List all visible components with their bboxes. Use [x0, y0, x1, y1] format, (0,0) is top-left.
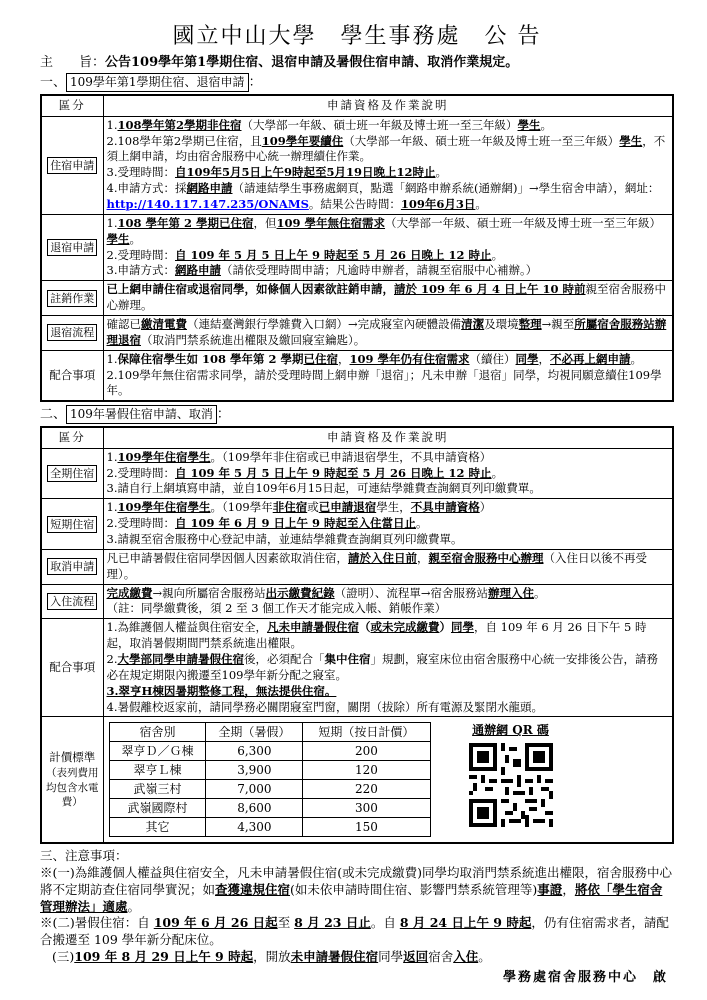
category-cell	[41, 448, 103, 499]
table-row	[41, 499, 673, 550]
description-cell	[103, 717, 673, 844]
description-cell: 凡已申請暑假住宿同學因個人因素欲取消住宿，請於入住日前，親至宿舍服務中心辦理（入住日以後不再受理）。	[103, 549, 673, 584]
fee-row	[109, 818, 430, 837]
tag-cancel-process: 註銷作業	[47, 290, 97, 307]
category-cell	[41, 499, 103, 550]
description-cell	[103, 619, 673, 717]
notes-heading: 三、注意事項：	[40, 848, 128, 864]
fee-header: 宿舍別	[109, 723, 206, 742]
category-cell	[41, 281, 103, 316]
category-cell	[41, 717, 103, 844]
item-line: 2.受理時間：自 109 年 5 月 5 日上午 9 時起至 5 月 26 日晚上 12 時止。	[106, 465, 504, 480]
item-line: 1.保障住宿學生如 108 學年第 2 學期已住宿，109 學年仍有住宿需求（續住）同學，不必再上網申請。	[106, 351, 643, 366]
fee-cell: 200	[303, 742, 430, 761]
section2-prefix: 二、	[40, 406, 67, 422]
category-cell	[41, 350, 103, 401]
signature: 學務處宿舍服務中心 啟	[502, 969, 668, 985]
description-cell	[103, 499, 673, 550]
item-line: 完成繳費→親向所屬宿舍服務站出示繳費紀錄（證明）、流程單→宿舍服務站辦理入住。	[106, 585, 546, 600]
item-line: 3.受理時間：自109年5月5日上午9時起至5月19日晚上12時止。	[106, 165, 448, 180]
table-header-row	[41, 95, 673, 116]
qr-title: 通辦網 QR 碼	[472, 723, 549, 738]
category-cell	[41, 619, 103, 717]
fee-row	[109, 742, 430, 761]
item-line: 3.請自行上網填寫申請，並自109年6月15日起，可連結學雜費查詢網頁列印繳費單。	[106, 481, 541, 496]
fee-cell: 300	[303, 799, 430, 818]
table-row	[41, 350, 673, 401]
table-header-row	[41, 427, 673, 448]
fee-label-note: （表列費用均包含水電費）	[46, 767, 99, 809]
item-line: 3.翠亨H棟因暑期整修工程，無法提供住宿。	[106, 683, 337, 698]
table-row	[41, 448, 673, 499]
item-line: 4.暑假離校返家前，請同學務必關閉寢室門窗，關閉（拔除）所有電源及緊閉水龍頭。	[106, 699, 543, 714]
category-cell	[41, 584, 103, 619]
fee-label: 計價標準	[49, 750, 96, 765]
tag-full-term: 全期住宿	[47, 465, 97, 482]
tag-checkout-apply: 退宿申請	[47, 239, 97, 256]
section1-heading	[40, 73, 674, 92]
fee-header: 短期（按日計價）	[303, 723, 430, 742]
header-category: 區分	[41, 95, 103, 116]
onams-link[interactable]: http://140.117.147.235/ONAMS	[106, 197, 309, 211]
fee-cell: 翠亨Ｄ／Ｇ棟	[109, 742, 206, 761]
section1-table	[40, 94, 674, 402]
fee-wrap	[107, 718, 670, 841]
section1-prefix: 一、	[40, 74, 67, 90]
item-line: 2.受理時間：自 109 年 6 月 9 日上午 9 時起至入住當日止。	[106, 516, 428, 531]
table-row	[41, 316, 673, 351]
item-line: 2.108學年第2學期已住宿，且109學年要續住（大學部一年級、碩士班一年級及博士班一至三年級）學生，不須上網申請，均由宿舍服務中心統一辦理續住作業。	[106, 133, 666, 164]
page-title: 國立中山大學 學生事務處 公 告	[172, 24, 542, 49]
item-line: （註：同學繳費後，須 2 至 3 個工作天才能完成入帳、銷帳作業）	[106, 601, 447, 616]
fee-cell: 6,300	[206, 742, 303, 761]
fee-cell: 其它	[109, 818, 206, 837]
fee-cell: 武嶺三村	[109, 780, 206, 799]
item-line: 2.受理時間：自 109 年 5 月 5 日上午 9 時起至 5 月 26 日晚上 12 時止。	[106, 247, 504, 262]
description-cell	[103, 584, 673, 619]
qr-code-icon[interactable]	[469, 743, 553, 827]
item-line: 2.109學年無住宿需求同學，請於受理時間上網申辦「退宿」；凡未申辦「退宿」同學，均視同願意續住109學年。	[106, 367, 662, 398]
fee-header: 全期（暑假）	[206, 723, 303, 742]
fee-cell: 3,900	[206, 761, 303, 780]
table-row	[41, 214, 673, 280]
table-row	[41, 717, 673, 844]
header-description: 申請資格及作業說明	[103, 427, 673, 448]
description-cell	[103, 214, 673, 280]
fee-cell: 8,600	[206, 799, 303, 818]
description-cell	[103, 448, 673, 499]
item-line: 1.為維護個人權益與住宿安全，凡未申請暑假住宿（或未完成繳費）同學，自 109 年 6 月 26 日下午 5 時起，取消暑假期間門禁系統進出權限。	[106, 620, 647, 651]
item-line: 1.108 學年第 2 學期已住宿，但109 學年無住宿需求（大學部一年級、碩士班一年級及博士班一至三年級）學生。	[106, 215, 662, 246]
table-row	[41, 549, 673, 584]
category-cell	[41, 214, 103, 280]
note-item: ※(二)暑假住宿：自 109 年 6 月 26 日起至 8 月 23 日止。自 8 月 24 日上午 9 時起，仍有住宿需求者，請配合搬遷至 109 學年新分配床位。	[40, 915, 669, 948]
label-cooperation: 配合事項	[49, 659, 96, 674]
fee-cell: 4,300	[206, 818, 303, 837]
section2-title: 109年暑假住宿申請、取消	[66, 405, 217, 424]
announcement-page	[40, 22, 674, 987]
fee-cell: 150	[303, 818, 430, 837]
tag-dorm-apply: 住宿申請	[47, 157, 97, 174]
fee-header-row	[109, 723, 430, 742]
header-category: 區分	[41, 427, 103, 448]
note-item: ※(一)為維護個人權益與住宿安全，凡未申請暑假住宿(或未完成繳費)同學均取消門禁系統進出權限，宿舍服務中心將不定期訪查住宿同學實況；如查獲違規住宿(如未依申請時間住宿、影響門禁系統管理等)事證，將依「學生宿舍管理辦法」適處。	[40, 865, 673, 914]
fee-cell: 翠亨Ｌ棟	[109, 761, 206, 780]
tag-short-term: 短期住宿	[47, 516, 97, 533]
fee-row	[109, 780, 430, 799]
item-line: 3.申請方式：網路申請（請依受理時間申請；凡逾時申辦者，請親至宿服中心補辦。）	[106, 263, 538, 278]
item-line: 1.109學年住宿學生。（109學年非住宿或已申請退宿學生，不具申請資格）	[106, 500, 492, 515]
notes-section	[40, 848, 674, 965]
fee-cell: 7,000	[206, 780, 303, 799]
category-cell	[41, 549, 103, 584]
description-cell: 已上網申請住宿或退宿同學，如條個人因素欲註銷申請，請於 109 年 6 月 4 日上午 10 時前親至宿舍服務中心辦理。	[103, 281, 673, 316]
section2-colon: ：	[216, 406, 230, 422]
table-row	[41, 619, 673, 717]
fee-row	[109, 799, 430, 818]
fee-row	[109, 761, 430, 780]
table-row	[41, 584, 673, 619]
fee-table	[109, 722, 431, 837]
tag-checkin-flow: 入住流程	[47, 593, 97, 610]
note-item: (三)109 年 8 月 29 日上午 9 時起，開放未申請暑假住宿同學返回宿舍入住。	[52, 948, 491, 964]
category-cell	[41, 316, 103, 351]
subject-label: 主 旨：	[40, 55, 106, 71]
header-description: 申請資格及作業說明	[103, 95, 673, 116]
section1-title: 109學年第1學期住宿、退宿申請	[66, 73, 249, 92]
tag-checkout-flow: 退宿流程	[47, 324, 97, 341]
table-row	[41, 281, 673, 316]
item-line: 3.請親至宿舍服務中心登記申請，並連結學雜費查詢網頁列印繳費單。	[106, 532, 463, 547]
label-cooperation: 配合事項	[49, 367, 96, 382]
section1-colon: ：	[248, 74, 262, 90]
tag-cancel-apply: 取消申請	[47, 558, 97, 575]
qr-box	[461, 722, 561, 837]
item-line: 2.大學部同學申請暑假住宿後，必須配合「集中住宿」規劃，寢室床位由宿舍服務中心統一安排後公告，請務必在規定期限內搬遷至109學年新分配之寢室。	[106, 652, 658, 682]
subject-text: 公告109學年第1學期住宿、退宿申請及暑假住宿申請、取消作業規定。	[105, 55, 519, 71]
item-line: 1.108學年第2學期非住宿（大學部一年級、碩士班一年級及博士班一至三年級）學生。	[106, 117, 552, 132]
fee-cell: 120	[303, 761, 430, 780]
item-line: 1.109學年住宿學生。（109學年非住宿或已申請退宿學生，不具申請資格）	[106, 449, 492, 464]
table-row	[41, 116, 673, 214]
description-cell: 確認已繳清電費（連結臺灣銀行學雜費入口網）→完成寢室內硬體設備清潔及環境整理→親至所屬宿舍服務站辦理退宿（取消門禁系統進出權限及繳回寢室鑰匙）。	[103, 316, 673, 351]
description-cell	[103, 350, 673, 401]
fee-cell: 武嶺國際村	[109, 799, 206, 818]
section2-table	[40, 426, 674, 845]
subject-line	[40, 54, 674, 72]
category-cell	[41, 116, 103, 214]
fee-cell: 220	[303, 780, 430, 799]
section2-heading	[40, 405, 674, 424]
item-line: 4.申請方式：採網路申請（請連結學生事務處網頁，點選「網路申辦系統(通辦網)」→學生宿舍申請），網址：http://140.117.147.235/ONAMS。結果公告時間：109年6月3日。	[106, 181, 660, 211]
description-cell	[103, 116, 673, 214]
